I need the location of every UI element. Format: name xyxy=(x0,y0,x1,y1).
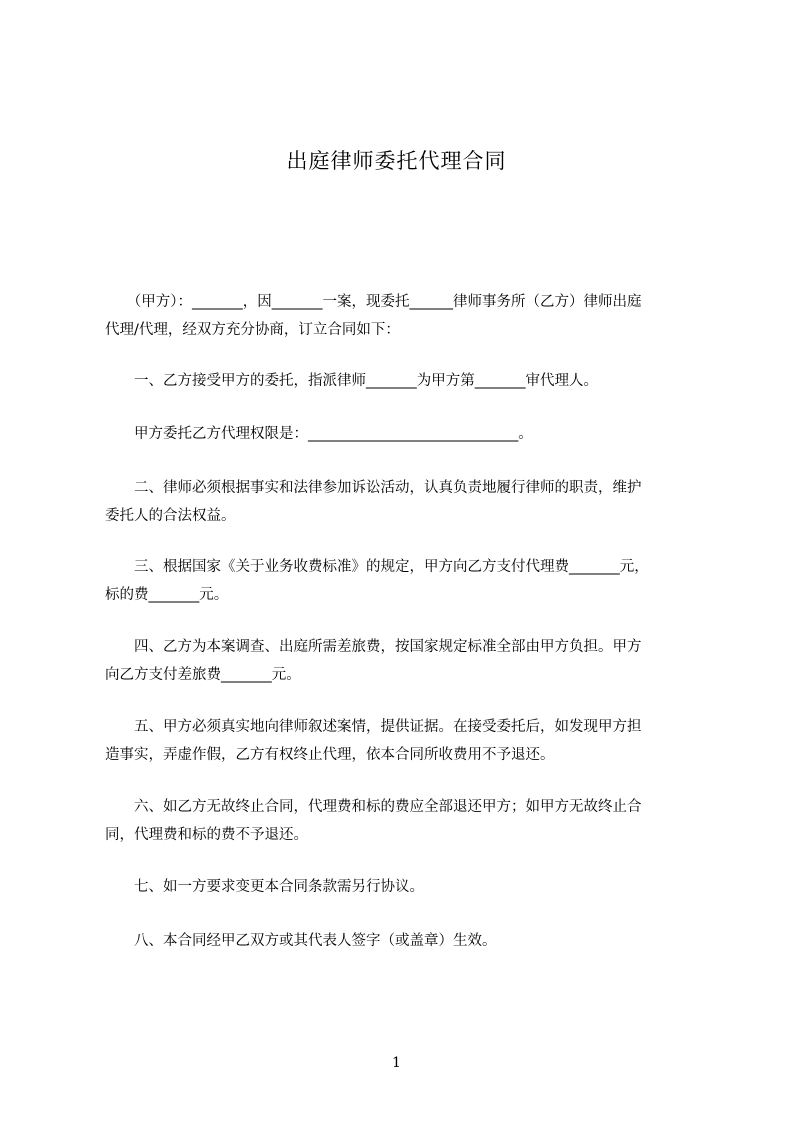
text-line: 八、本合同经甲乙双方或其代表人签字（或盖章）生效。 xyxy=(105,933,497,949)
text-line: 向乙方支付差旅费_______元。 xyxy=(105,667,301,683)
text-line: 委托人的合法权益。 xyxy=(105,508,236,524)
text-line: 标的费_______元。 xyxy=(105,587,229,603)
paragraph-authority xyxy=(105,420,703,448)
text-line: 一、乙方接受甲方的委托，指派律师_______为甲方第_______审代理人。 xyxy=(105,373,598,389)
text-line: 七、如一方要求变更本合同条款需另行协议。 xyxy=(105,879,424,895)
paragraph-clause-6 xyxy=(105,793,703,849)
text-line: 同，代理费和标的费不予退还。 xyxy=(105,827,308,843)
paragraph-clause-2 xyxy=(105,474,703,530)
text-line: （甲方）：_______，因_______一案，现委托______律师事务所（乙方）律师出庭 xyxy=(105,294,642,310)
paragraph-clause-8 xyxy=(105,927,703,955)
text-line: 四、乙方为本案调查、出庭所需差旅费，按国家规定标准全部由甲方负担。甲方 xyxy=(105,639,642,655)
document-title: 出庭律师委托代理合同 xyxy=(286,149,507,173)
paragraph-preamble xyxy=(105,288,703,344)
text-line: 六、如乙方无故终止合同，代理费和标的费应全部退还甲方；如甲方无故终止合 xyxy=(105,799,642,815)
text-line: 三、根据国家《关于业务收费标准》的规定，甲方向乙方支付代理费_______元， xyxy=(105,559,649,575)
paragraph-clause-3 xyxy=(105,553,703,609)
page-number: 1 xyxy=(392,1055,401,1071)
paragraph-clause-5 xyxy=(105,713,703,769)
paragraph-clause-1 xyxy=(105,367,703,395)
paragraph-clause-4 xyxy=(105,633,703,689)
paragraph-clause-7 xyxy=(105,873,703,901)
text-line: 二、律师必须根据事实和法律参加诉讼活动，认真负责地履行律师的职责，维护 xyxy=(105,480,642,496)
text-line: 造事实，弄虚作假，乙方有权终止代理，依本合同所收费用不予退还。 xyxy=(105,747,555,763)
text-line: 甲方委托乙方代理权限是：_____________________________。 xyxy=(105,426,533,442)
text-line: 五、甲方必须真实地向律师叙述案情，提供证据。在接受委托后，如发现甲方担 xyxy=(105,719,642,735)
text-line: 代理/代理，经双方充分协商，订立合同如下： xyxy=(105,322,400,338)
